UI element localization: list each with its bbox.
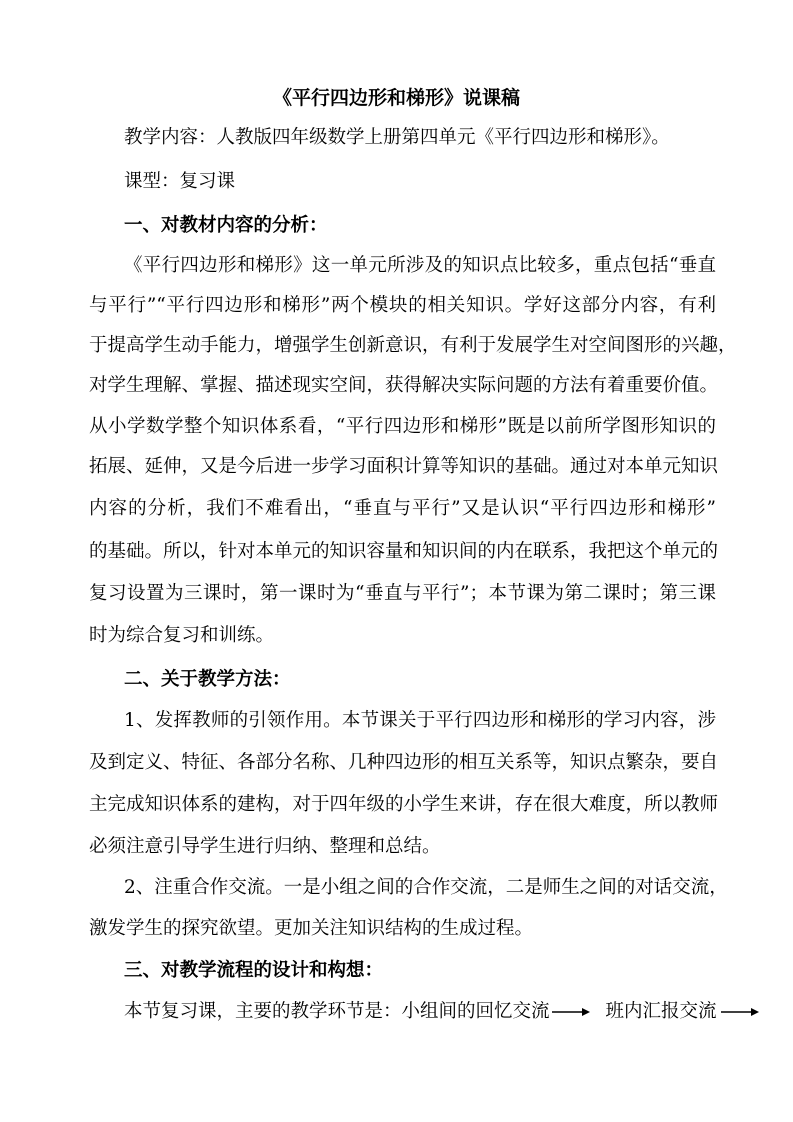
flow-step-2: 班内汇报交流 [605,1001,717,1022]
teaching-content-line: 教学内容：人教版四年级数学上册第四单元《平行四边形和梯形》。 [124,127,670,148]
section2-item1-line: 及到定义、特征、各部分名称、几种四边形的相互关系等，知识点繁杂，要自 [89,752,719,773]
section3-heading: 三、对教学流程的设计和构想： [124,960,384,981]
section1-line: 《平行四边形和梯形》这一单元所涉及的知识点比较多，重点包括“垂直 [124,255,716,276]
section1-line: 与平行”“平行四边形和梯形”两个模块的相关知识。学好这部分内容，有利 [89,295,716,316]
flow-step-1: 本节复习课，主要的教学环节是：小组间的回忆交流 [124,1001,550,1022]
section1-line: 对学生理解、掌握、描述现实空间，获得解决实际问题的方法有着重要价值。 [89,375,719,396]
document-title: 《平行四边形和梯形》说课稿 [272,87,520,109]
section2-item1-line: 1、发挥教师的引领作用。本节课关于平行四边形和梯形的学习内容，涉 [124,710,716,731]
section1-heading: 一、对教材内容的分析： [124,215,328,236]
section2-item2-line: 2、注重合作交流。一是小组之间的合作交流，二是师生之间的对话交流， [124,877,728,898]
section1-line: 从小学数学整个知识体系看，“平行四边形和梯形”既是以前所学图形知识的 [89,416,716,437]
section2-heading: 二、关于教学方法： [124,669,291,690]
section1-line: 拓展、延伸，又是今后进一步学习面积计算等知识的基础。通过对本单元知识 [89,456,719,477]
right-arrow-icon [552,1007,590,1017]
section2-item1-line: 必须注意引导学生进行归纳、整理和总结。 [89,836,441,857]
section1-line: 于提高学生动手能力，增强学生创新意识，有利于发展学生对空间图形的兴趣， [89,335,737,356]
section2-item2-line: 激发学生的探究欲望。更加关注知识结构的生成过程。 [89,918,534,939]
section1-line: 复习设置为三课时，第一课时为“垂直与平行”；本节课为第二课时；第三课 [89,583,716,604]
section2-item1-line: 主完成知识体系的建构，对于四年级的小学生来讲，存在很大难度，所以教师 [89,794,719,815]
right-arrow-icon [721,1007,759,1017]
section1-line: 内容的分析，我们不难看出，“垂直与平行”又是认识“平行四边形和梯形” [89,498,716,519]
section1-line: 的基础。所以，针对本单元的知识容量和知识间的内在联系，我把这个单元的 [89,541,719,562]
lesson-type-line: 课型：复习课 [124,171,236,192]
section1-line: 时为综合复习和训练。 [89,625,275,646]
flow-line [124,1000,759,1024]
